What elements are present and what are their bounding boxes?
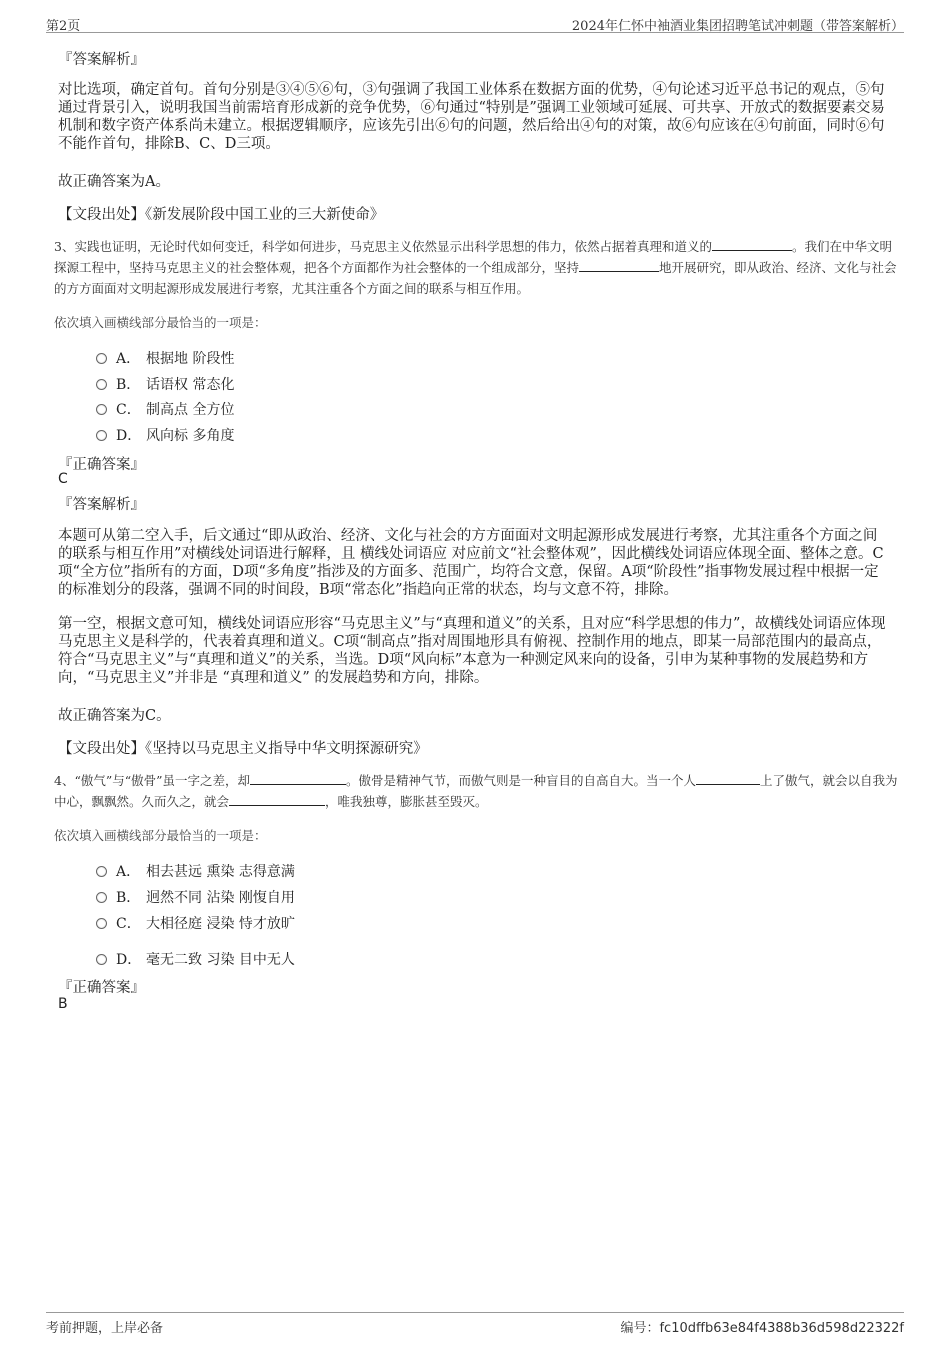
q3-correct-answer: C bbox=[58, 471, 68, 487]
q3-stem-part2: 。我们在中华文明探源工程中，坚持马克思主义的社会整体观，把各个方面都作为社会整体的一个组成部分，坚持 bbox=[54, 239, 892, 275]
page-footer bbox=[46, 1312, 904, 1339]
q3-conclusion: 故正确答案为C。 bbox=[58, 708, 171, 724]
q3-analysis-para2: 第一空，根据文意可知，横线处词语应形容“马克思主义”与“真理和道义”的关系，且对应“科学思想的伟力”，故横线处词语应体现马克思主义是科学的，代表着真理和道义。C项“制高点”指对周围地形具有俯视、控制作用的地点，即某一局部范围内的最高点，符合“马克思主义”与“真理和道义”的关系，当选。D项“风向标”本意为一种测定风来向的设备，引申为某种事物的发展趋势和方向，“马克思主义”并非是 “真理和道义” 的发展趋势和方向，排除。 bbox=[58, 616, 886, 686]
radio-icon[interactable] bbox=[96, 379, 107, 390]
q3-analysis-label: 『答案解析』 bbox=[58, 497, 145, 513]
footer-slogan: 考前押题，上岸必备 bbox=[46, 1321, 164, 1336]
q3-stem bbox=[54, 236, 900, 299]
q4-correct-answer: B bbox=[58, 996, 68, 1012]
page-header bbox=[46, 12, 904, 33]
q3-option-c[interactable]: C． 制高点 全方位 bbox=[96, 399, 234, 419]
q4-option-c[interactable]: C． 大相径庭 浸染 恃才放旷 bbox=[96, 913, 295, 933]
q3-blank-2 bbox=[579, 259, 659, 272]
q2-analysis-label: 『答案解析』 bbox=[58, 52, 145, 68]
q4-stem-part2: 。傲骨是精神气节，而傲气则是一种盲目的自高自大。当一个人 bbox=[346, 773, 697, 788]
q4-stem-part1: 4、“傲气”与“傲骨”虽一字之差，却 bbox=[54, 773, 251, 788]
document-title: 2024年仁怀中袖酒业集团招聘笔试冲刺题（带答案解析） bbox=[571, 19, 904, 34]
q3-option-a[interactable]: A． 根据地 阶段性 bbox=[96, 348, 234, 368]
q3-prompt: 依次填入画横线部分最恰当的一项是： bbox=[54, 315, 267, 330]
radio-icon[interactable] bbox=[96, 430, 107, 441]
q2-source: 【文段出处】《新发展阶段中国工业的三大新使命》 bbox=[58, 207, 385, 223]
q3-option-b[interactable]: B． 话语权 常态化 bbox=[96, 374, 234, 394]
q4-correct-label: 『正确答案』 bbox=[58, 980, 145, 996]
q4-stem-part3: 上了傲气，就会以自我为中心，飘飘然。久而久之，就会 bbox=[54, 773, 898, 809]
q4-stem-part4: ，唯我独尊，膨胀甚至毁灭。 bbox=[325, 794, 488, 809]
q4-stem bbox=[54, 770, 900, 812]
radio-icon[interactable] bbox=[96, 404, 107, 415]
q3-stem-part1: 3、实践也证明，无论时代如何变迁，科学如何进步，马克思主义依然显示出科学思想的伟力，依然占据着真理和道义的 bbox=[54, 239, 712, 254]
q4-blank-3 bbox=[229, 793, 325, 806]
q2-conclusion: 故正确答案为A。 bbox=[58, 174, 170, 190]
q4-blank-2 bbox=[696, 772, 760, 785]
radio-icon[interactable] bbox=[96, 353, 107, 364]
radio-icon[interactable] bbox=[96, 866, 107, 877]
document-code bbox=[620, 1317, 904, 1336]
radio-icon[interactable] bbox=[96, 892, 107, 903]
q3-source: 【文段出处】《坚持以马克思主义指导中华文明探源研究》 bbox=[58, 741, 428, 757]
code-label: 编号： bbox=[620, 1321, 660, 1336]
q3-blank-1 bbox=[712, 238, 792, 251]
radio-icon[interactable] bbox=[96, 918, 107, 929]
q3-option-d[interactable]: D． 风向标 多角度 bbox=[96, 425, 234, 445]
q3-analysis-para1: 本题可从第二空入手，后文通过“即从政治、经济、文化与社会的方方面面对文明起源形成发展进行考察，尤其注重各个方面之间的联系与相互作用”对横线处词语进行解释，且 横线处词语应 对应前文“社会整体观”，因此横线处词语应体现全面、整体之意。C项“全方位”指所有的方面，D项“多角度”指涉及的方面多、范围广，均符合文意，保留。A项“阶段性”指事物发展过程中根据一定的标准划分的段落，强调不同的时间段，B项“常态化”指趋向正常的状态，均与文意不符，排除。 bbox=[58, 528, 884, 598]
radio-icon[interactable] bbox=[96, 954, 107, 965]
q2-analysis-text: 对比选项，确定首句。首句分别是③④⑤⑥句，③句强调了我国工业体系在数据方面的优势，④句论述习近平总书记的观点，⑤句通过背景引入，说明我国当前需培育形成新的竞争优势，⑥句通过“特别是”强调工业领域可延展、可共享、开放式的数据要素交易机制和数字资产体系尚未建立。根据逻辑顺序，应该先引出⑥句的问题，然后给出④句的对策，故⑥句应该在④句前面，同时⑥句不能作首句，排除B、C、D三项。 bbox=[58, 82, 885, 152]
q4-prompt: 依次填入画横线部分最恰当的一项是： bbox=[54, 828, 267, 843]
q4-blank-1 bbox=[250, 772, 346, 785]
q4-option-a[interactable]: A． 相去甚远 熏染 志得意满 bbox=[96, 861, 295, 881]
q3-correct-label: 『正确答案』 bbox=[58, 457, 145, 473]
code-value: fc10dffb63e84f4388b36d598d22322f bbox=[659, 1321, 904, 1336]
q4-option-b[interactable]: B． 迥然不同 沾染 刚愎自用 bbox=[96, 887, 295, 907]
q4-option-d[interactable]: D． 毫无二致 习染 目中无人 bbox=[96, 949, 295, 969]
page-number: 第2页 bbox=[46, 19, 81, 34]
q3-stem-part3: 地开展研究，即从政治、经济、文化与社会的方方面面对文明起源形成发展进行考察，尤其注重各个方面之间的联系与相互作用。 bbox=[54, 260, 897, 296]
